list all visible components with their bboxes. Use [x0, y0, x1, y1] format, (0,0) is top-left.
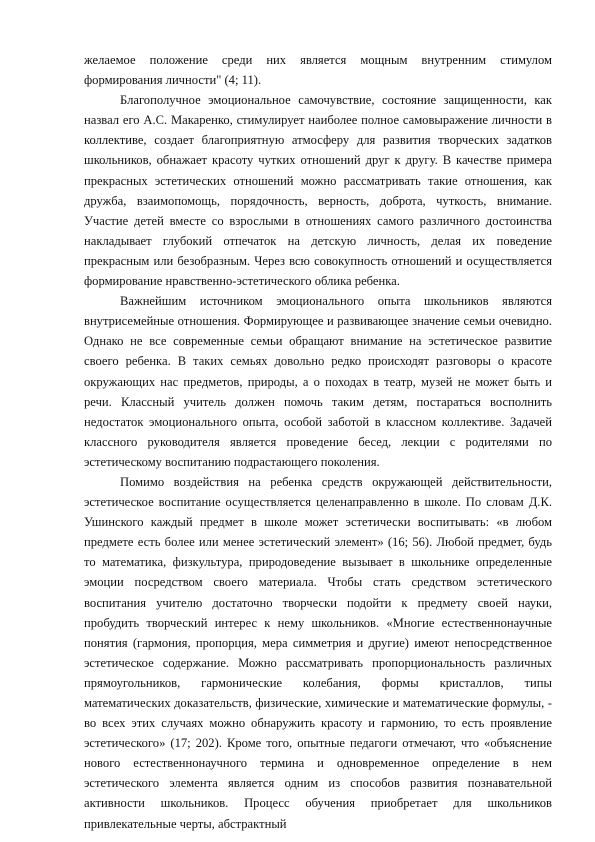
paragraph-family-relations: Важнейшим источником эмоционального опыта школьников являются внутрисемейные отношения. Формирующее и развивающее значение семьи очевидно. Однако не все современные семьи обращают внимание на эстетическое развитие своего ребенка. В таких семьях довольно редко происходят разговоры о красоте окружающих нас предметов, природы, а о походах в театр, музей не может быть и речи. Классный учитель должен помочь таким детям, постараться восполнить недостаток эмоционального опыта, особой заботой в классном коллективе. Задачей классного руководителя является проведение бесед, лекции с родителями по эстетическому воспитанию подрастающего поколения.	[84, 294, 552, 469]
paragraph-continuation: желаемое положение среди них является мощным внутренним стимулом формирования личности" (4; 11).	[84, 53, 552, 88]
document-page	[84, 50, 552, 834]
paragraph-emotional-wellbeing: Благополучное эмоциональное самочувствие, состояние защищенности, как назвал его А.С. Макаренко, стимулирует наиболее полное самовыражение личности в коллективе, создает благоприятную атмосферу для развития творческих задатков школьников, обнажает красоту чутких отношений друг к другу. В качестве примера прекрасных эстетических отношений можно рассматривать такие отношения, как дружба, взаимопомощь, порядочность, верность, доброта, чуткость, внимание. Участие детей вместе со взрослыми в отношениях самого различного достоинства накладывает глубокий отпечаток на детскую личность, делая их поведение прекрасным или безобразным. Через всю совокупность отношений и осуществляется формирование нравственно-эстетического облика ребенка.	[84, 93, 552, 289]
paragraph-school-education: Помимо воздействия на ребенка средств окружающей действительности, эстетическое воспитание осуществляется целенаправленно в школе. По словам Д.К. Ушинского каждый предмет в школе может эстетически воспитывать: «в любом предмете есть более или менее эстетический элемент» (16; 56). Любой предмет, будь то математика, физкультура, природоведение вызывает в школьнике определенные эмоции посредством своего материала. Чтобы стать средством эстетического воспитания учителю достаточно творчески подойти к предмету своей науки, пробудить творческий интерес к нему школьников. «Многие естественнонаучные понятия (гармония, пропорция, мера симметрия и другие) имеют непосредственное эстетическое содержание. Можно рассматривать пропорциональность различных прямоугольников, гармонические колебания, формы кристаллов, типы математических доказательств, физические, химические и математические формулы, - во всех этих случаях можно обнаружить красоту и гармонию, то есть проявление эстетического» (17; 202). Кроме того, опытные педагоги отмечают, что «объяснение нового естественнонаучного термина и одновременное определение в нем эстетического элемента является одним из способов развития познавательной активности школьников. Процесс обучения приобретает для школьников привлекательные черты, абстрактный	[84, 474, 552, 831]
